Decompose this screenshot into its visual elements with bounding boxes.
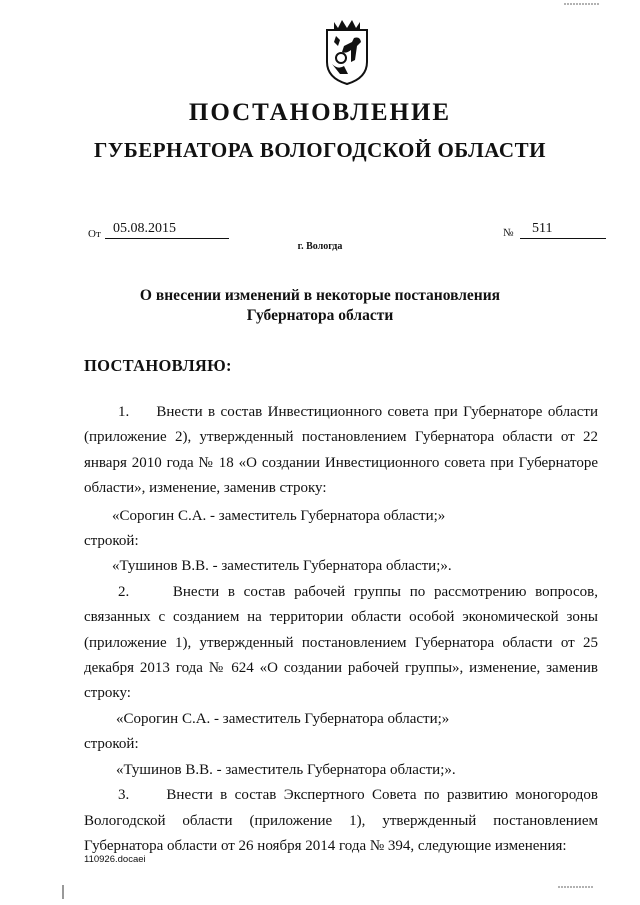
quote-old-line-1: «Сорогин С.А. - заместитель Губернатора области;»	[112, 507, 446, 524]
date-prefix-label: От	[88, 228, 101, 240]
coat-of-arms-emblem	[324, 16, 370, 86]
document-city: г. Вологда	[297, 241, 343, 252]
file-code: 110926.docaei	[84, 854, 146, 865]
subject-line-2: Губернатора области	[246, 307, 394, 324]
document-number: 511	[520, 220, 606, 239]
paragraph-2: 2. Внести в состав рабочей группы по рассмотрению вопросов, связанных с созданием на территории области особой экономической зоны (приложение 1), утвержденный постановлением Губернатора области от 25 декабря 2013 года № 624 «О создании рабочей группы», изменение, заменив строку:	[84, 583, 598, 702]
document-subtitle: ГУБЕРНАТОРА ВОЛОГОДСКОЙ ОБЛАСТИ	[94, 138, 546, 162]
replace-word-1: строкой:	[84, 533, 139, 550]
paragraph-1: 1. Внести в состав Инвестиционного совета при Губернаторе области (приложение 2), утвержденный постановлением Губернатора области от 22 января 2010 года № 18 «О создании Инвестиционного совета при Губернаторе области», изменение, заменив строку:	[84, 404, 598, 497]
subject-line-1: О внесении изменений в некоторые постановления	[139, 287, 501, 304]
decree-heading: ПОСТАНОВЛЯЮ:	[84, 356, 232, 375]
quote-new-line-2: «Тушинов В.В. - заместитель Губернатора области;».	[116, 761, 456, 778]
document-title: ПОСТАНОВЛЕНИЕ	[188, 99, 452, 126]
document-body	[84, 400, 598, 859]
document-date: 05.08.2015	[105, 220, 229, 239]
number-prefix-label: №	[503, 227, 514, 239]
document-subject	[0, 286, 640, 326]
scan-edge-mark	[62, 885, 64, 899]
quote-old-line-2: «Сорогин С.А. - заместитель Губернатора области;»	[116, 710, 450, 727]
replace-word-2: строкой:	[84, 736, 139, 753]
scan-mark-bottom	[556, 883, 596, 891]
quote-new-line-1: «Тушинов В.В. - заместитель Губернатора области;».	[112, 558, 452, 575]
paragraph-3: 3. Внести в состав Экспертного Совета по развитию моногородов Вологодской области (приложение 1), утвержденный постановлением Губернатора области от 26 ноября 2014 года № 394, следующие изменения:	[84, 787, 598, 854]
scan-mark-top	[562, 0, 602, 8]
